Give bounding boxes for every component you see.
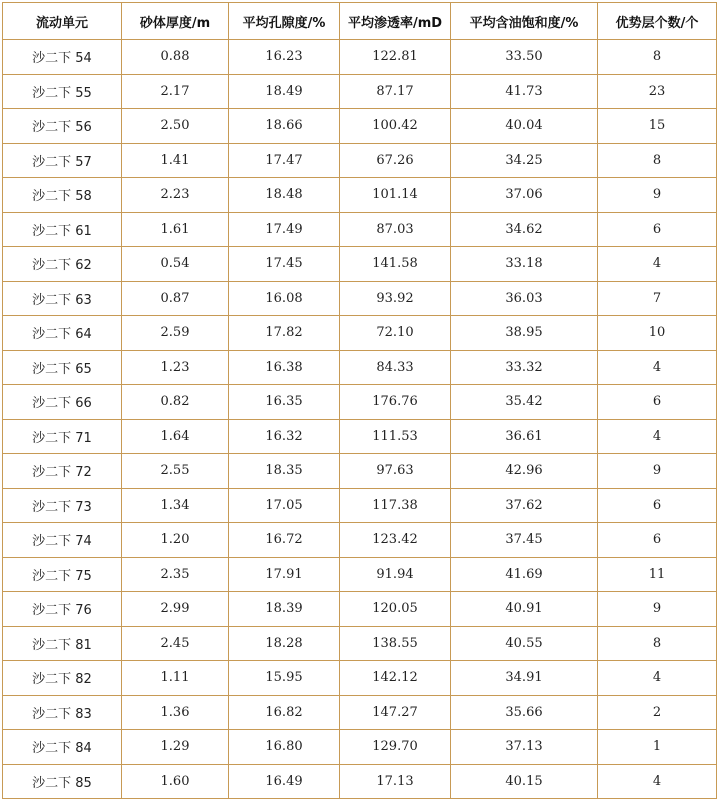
cell-dominant-layers: 9 [598,592,717,627]
table-row [3,109,717,144]
cell-flow-unit: 沙二下 56 [3,109,122,144]
cell-flow-unit: 沙二下 63 [3,281,122,316]
cell-oil-saturation: 36.61 [451,419,598,454]
cell-flow-unit: 沙二下 55 [3,74,122,109]
cell-oil-saturation: 40.15 [451,764,598,799]
table-row [3,350,717,385]
cell-porosity: 18.66 [229,109,340,144]
cell-porosity: 18.39 [229,592,340,627]
cell-sand-thickness: 2.59 [122,316,229,351]
cell-permeability: 87.17 [340,74,451,109]
cell-flow-unit: 沙二下 64 [3,316,122,351]
cell-sand-thickness: 1.29 [122,730,229,765]
flow-unit-table [2,2,717,799]
cell-dominant-layers: 23 [598,74,717,109]
cell-flow-unit: 沙二下 58 [3,178,122,213]
table-row [3,74,717,109]
cell-permeability: 147.27 [340,695,451,730]
cell-sand-thickness: 2.99 [122,592,229,627]
cell-sand-thickness: 1.61 [122,212,229,247]
cell-permeability: 87.03 [340,212,451,247]
cell-permeability: 176.76 [340,385,451,420]
table-row [3,695,717,730]
cell-oil-saturation: 35.66 [451,695,598,730]
table-row [3,764,717,799]
cell-permeability: 97.63 [340,454,451,489]
cell-flow-unit: 沙二下 72 [3,454,122,489]
cell-oil-saturation: 37.45 [451,523,598,558]
cell-porosity: 16.72 [229,523,340,558]
cell-flow-unit: 沙二下 82 [3,661,122,696]
cell-dominant-layers: 15 [598,109,717,144]
table-row [3,557,717,592]
cell-dominant-layers: 7 [598,281,717,316]
table-body [3,40,717,799]
header-row [3,3,717,40]
cell-sand-thickness: 1.23 [122,350,229,385]
cell-porosity: 17.05 [229,488,340,523]
cell-oil-saturation: 33.18 [451,247,598,282]
cell-porosity: 16.35 [229,385,340,420]
cell-porosity: 17.82 [229,316,340,351]
cell-flow-unit: 沙二下 65 [3,350,122,385]
cell-oil-saturation: 40.91 [451,592,598,627]
table-row [3,523,717,558]
cell-sand-thickness: 2.17 [122,74,229,109]
table-row [3,247,717,282]
cell-porosity: 15.95 [229,661,340,696]
cell-dominant-layers: 6 [598,385,717,420]
cell-dominant-layers: 9 [598,454,717,489]
cell-oil-saturation: 34.62 [451,212,598,247]
cell-porosity: 16.80 [229,730,340,765]
cell-permeability: 84.33 [340,350,451,385]
table-row [3,730,717,765]
cell-flow-unit: 沙二下 71 [3,419,122,454]
cell-oil-saturation: 34.25 [451,143,598,178]
cell-dominant-layers: 6 [598,523,717,558]
table-row [3,178,717,213]
cell-oil-saturation: 36.03 [451,281,598,316]
cell-sand-thickness: 1.36 [122,695,229,730]
cell-dominant-layers: 8 [598,40,717,75]
cell-oil-saturation: 37.62 [451,488,598,523]
cell-permeability: 91.94 [340,557,451,592]
table-row [3,385,717,420]
table-row [3,661,717,696]
cell-permeability: 117.38 [340,488,451,523]
table-row [3,143,717,178]
column-header-dominant-layers: 优势层个数/个 [598,3,717,40]
column-header-permeability: 平均渗透率/mD [340,3,451,40]
cell-oil-saturation: 37.06 [451,178,598,213]
cell-flow-unit: 沙二下 83 [3,695,122,730]
cell-flow-unit: 沙二下 85 [3,764,122,799]
table-row [3,454,717,489]
cell-dominant-layers: 4 [598,764,717,799]
table-row [3,281,717,316]
cell-flow-unit: 沙二下 57 [3,143,122,178]
cell-dominant-layers: 4 [598,661,717,696]
column-header-oil-saturation: 平均含油饱和度/% [451,3,598,40]
cell-permeability: 93.92 [340,281,451,316]
column-header-sand-thickness: 砂体厚度/m [122,3,229,40]
cell-permeability: 120.05 [340,592,451,627]
cell-sand-thickness: 1.60 [122,764,229,799]
cell-dominant-layers: 11 [598,557,717,592]
cell-flow-unit: 沙二下 54 [3,40,122,75]
cell-porosity: 16.08 [229,281,340,316]
table-row [3,316,717,351]
cell-sand-thickness: 2.35 [122,557,229,592]
cell-dominant-layers: 8 [598,143,717,178]
cell-sand-thickness: 2.45 [122,626,229,661]
cell-flow-unit: 沙二下 81 [3,626,122,661]
cell-oil-saturation: 42.96 [451,454,598,489]
cell-porosity: 17.45 [229,247,340,282]
cell-dominant-layers: 4 [598,350,717,385]
cell-sand-thickness: 2.23 [122,178,229,213]
cell-permeability: 123.42 [340,523,451,558]
table-row [3,626,717,661]
cell-porosity: 16.82 [229,695,340,730]
cell-dominant-layers: 8 [598,626,717,661]
cell-porosity: 17.91 [229,557,340,592]
cell-porosity: 18.35 [229,454,340,489]
cell-sand-thickness: 2.50 [122,109,229,144]
cell-permeability: 72.10 [340,316,451,351]
cell-flow-unit: 沙二下 73 [3,488,122,523]
cell-oil-saturation: 33.50 [451,40,598,75]
cell-porosity: 18.48 [229,178,340,213]
cell-porosity: 16.23 [229,40,340,75]
cell-sand-thickness: 1.64 [122,419,229,454]
cell-dominant-layers: 6 [598,488,717,523]
table-row [3,419,717,454]
table-header [3,3,717,40]
cell-flow-unit: 沙二下 76 [3,592,122,627]
cell-oil-saturation: 33.32 [451,350,598,385]
cell-flow-unit: 沙二下 66 [3,385,122,420]
column-header-flow-unit: 流动单元 [3,3,122,40]
cell-permeability: 138.55 [340,626,451,661]
cell-oil-saturation: 37.13 [451,730,598,765]
cell-porosity: 16.49 [229,764,340,799]
cell-porosity: 16.32 [229,419,340,454]
cell-porosity: 17.49 [229,212,340,247]
cell-permeability: 129.70 [340,730,451,765]
cell-oil-saturation: 41.69 [451,557,598,592]
cell-oil-saturation: 41.73 [451,74,598,109]
table-row [3,488,717,523]
cell-dominant-layers: 10 [598,316,717,351]
table-row [3,212,717,247]
cell-oil-saturation: 38.95 [451,316,598,351]
cell-flow-unit: 沙二下 61 [3,212,122,247]
cell-sand-thickness: 1.41 [122,143,229,178]
cell-dominant-layers: 4 [598,247,717,282]
cell-sand-thickness: 2.55 [122,454,229,489]
cell-porosity: 18.28 [229,626,340,661]
cell-porosity: 17.47 [229,143,340,178]
cell-porosity: 16.38 [229,350,340,385]
cell-dominant-layers: 1 [598,730,717,765]
cell-oil-saturation: 40.55 [451,626,598,661]
cell-dominant-layers: 4 [598,419,717,454]
cell-flow-unit: 沙二下 84 [3,730,122,765]
cell-flow-unit: 沙二下 62 [3,247,122,282]
cell-sand-thickness: 0.88 [122,40,229,75]
cell-sand-thickness: 1.34 [122,488,229,523]
cell-oil-saturation: 35.42 [451,385,598,420]
cell-sand-thickness: 0.54 [122,247,229,282]
flow-unit-table-container [2,2,716,799]
table-row [3,592,717,627]
cell-sand-thickness: 1.11 [122,661,229,696]
cell-permeability: 101.14 [340,178,451,213]
cell-oil-saturation: 40.04 [451,109,598,144]
column-header-porosity: 平均孔隙度/% [229,3,340,40]
table-row [3,40,717,75]
cell-permeability: 141.58 [340,247,451,282]
cell-sand-thickness: 0.82 [122,385,229,420]
cell-permeability: 67.26 [340,143,451,178]
cell-sand-thickness: 0.87 [122,281,229,316]
cell-permeability: 111.53 [340,419,451,454]
cell-permeability: 142.12 [340,661,451,696]
cell-permeability: 17.13 [340,764,451,799]
cell-sand-thickness: 1.20 [122,523,229,558]
cell-dominant-layers: 2 [598,695,717,730]
cell-flow-unit: 沙二下 74 [3,523,122,558]
cell-porosity: 18.49 [229,74,340,109]
cell-permeability: 100.42 [340,109,451,144]
cell-permeability: 122.81 [340,40,451,75]
cell-dominant-layers: 9 [598,178,717,213]
cell-oil-saturation: 34.91 [451,661,598,696]
cell-dominant-layers: 6 [598,212,717,247]
cell-flow-unit: 沙二下 75 [3,557,122,592]
